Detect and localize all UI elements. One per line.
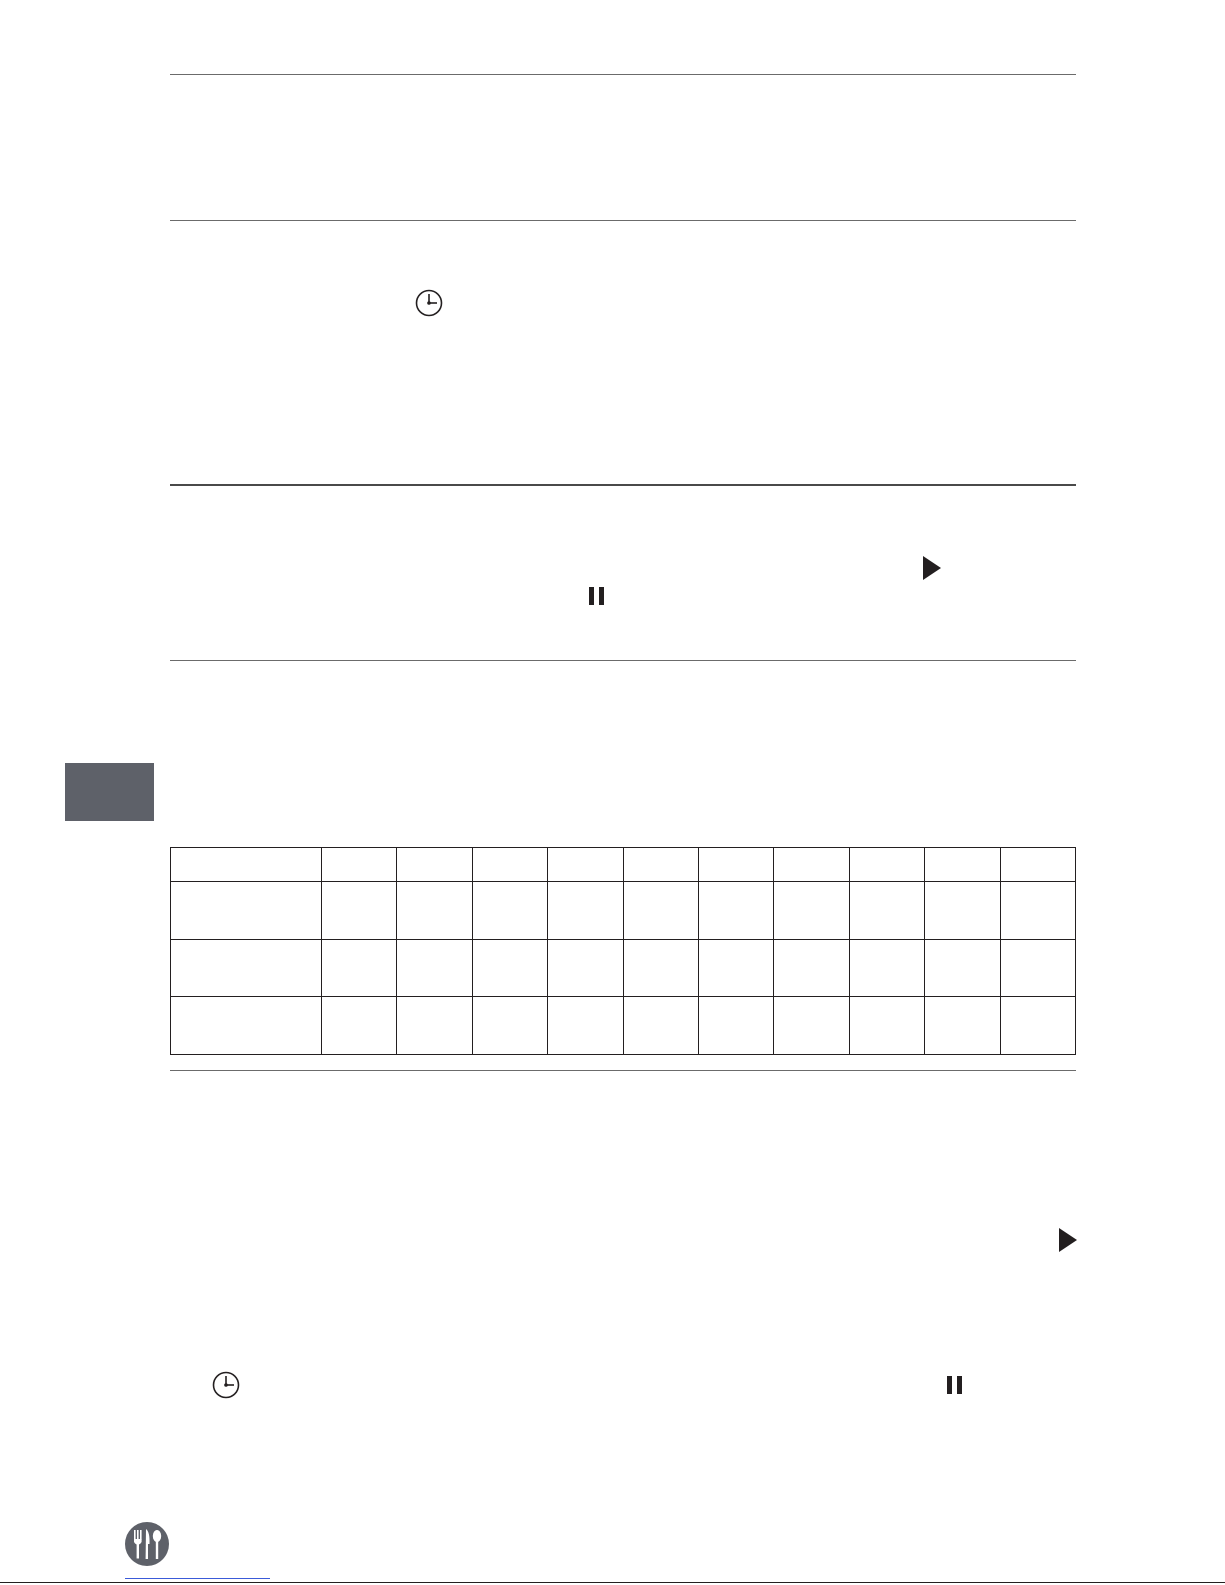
table-cell [1000,939,1075,997]
section-divider-1 [170,74,1076,75]
table-cell [1000,882,1075,940]
clock-icon [211,1370,241,1400]
table-cell [849,997,924,1055]
table-cell [397,939,472,997]
table-cell [774,939,849,997]
table-cell [472,997,547,1055]
table-cell [171,997,322,1055]
play-icon [922,555,942,581]
table-cell [849,882,924,940]
table-cell [849,939,924,997]
play-icon [1058,1227,1078,1253]
chapter-tab [65,763,154,821]
table-cell [698,882,773,940]
table-header-row [171,848,1076,882]
table-cell [698,997,773,1055]
page-bottom-border [0,1582,1225,1583]
table-cell [397,882,472,940]
section-divider-3 [170,484,1076,486]
table-cell [171,939,322,997]
table-cell [623,997,698,1055]
table-cell [322,848,397,882]
table-cell [472,848,547,882]
table-cell [548,882,623,940]
table-cell [171,848,322,882]
table-cell [1000,848,1075,882]
pause-icon [946,1375,964,1395]
table-cell [171,882,322,940]
table-cell [925,848,1000,882]
table-cell [1000,997,1075,1055]
table-cell [698,848,773,882]
table-cell [774,882,849,940]
table-cell [322,939,397,997]
table-cell [925,997,1000,1055]
pause-icon [588,586,606,606]
table-row [171,997,1076,1055]
table-cell [548,939,623,997]
table-cell [623,939,698,997]
table-cell [548,848,623,882]
table-cell [774,997,849,1055]
footer-link-underline [125,1578,270,1579]
table-cell [774,848,849,882]
table-cell [472,939,547,997]
table-cell [925,882,1000,940]
table-cell [925,939,1000,997]
table-cell [472,882,547,940]
table-cell [322,882,397,940]
cutlery-icon [124,1521,170,1567]
table-cell [322,997,397,1055]
data-table [170,847,1076,1055]
table-cell [698,939,773,997]
table-cell [623,848,698,882]
table-cell [849,848,924,882]
table-cell [623,882,698,940]
table-cell [548,997,623,1055]
table-cell [397,848,472,882]
section-divider-2 [170,220,1076,221]
table-cell [397,997,472,1055]
clock-icon [414,288,444,318]
table-row [171,882,1076,940]
table-row [171,939,1076,997]
section-divider-5 [170,1070,1076,1071]
section-divider-4 [170,660,1076,661]
